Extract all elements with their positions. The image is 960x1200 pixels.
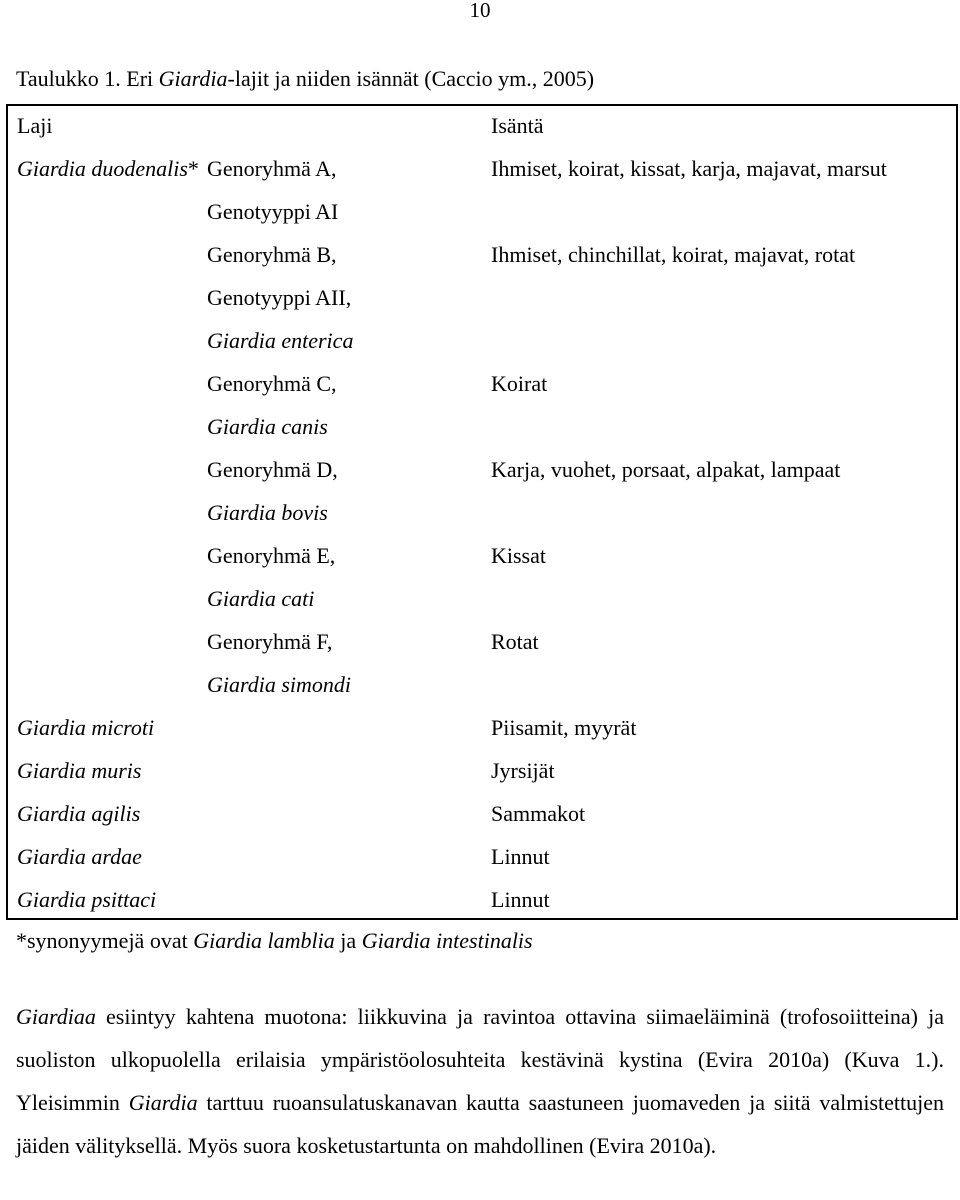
species-name — [17, 843, 142, 871]
caption-prefix: Taulukko 1. Eri — [16, 66, 159, 91]
assemblage-genotype: Genotyyppi AI — [207, 199, 339, 224]
header-host: Isäntä — [491, 113, 544, 138]
species-name — [17, 800, 140, 828]
duodenalis-star: * — [187, 156, 199, 181]
assemblage-species — [207, 413, 328, 441]
species-name — [17, 757, 141, 785]
assemblage-group: Genoryhmä C, — [207, 371, 337, 396]
table-footnote — [16, 928, 533, 954]
assemblage-species — [207, 327, 353, 355]
footnote-text: *synonyymejä ovat — [16, 928, 194, 953]
species-host: Linnut — [491, 844, 550, 869]
assemblage-group: Genoryhmä D, — [207, 457, 338, 482]
assemblage-host: Koirat — [491, 371, 548, 396]
assemblage-species-name: Giardia bovis — [207, 500, 328, 525]
footnote-text: ja — [334, 928, 362, 953]
species-italic: Giardia ardae — [17, 844, 142, 869]
species-italic: Giardia microti — [17, 715, 155, 740]
assemblage-host: Ihmiset, koirat, kissat, karja, majavat, marsut — [491, 156, 887, 181]
para-text: tarttuu ruoansulatuskanavan kautta saastuneen juomaveden ja siitä valmistettujen jäiden välityksellä. Myös suora kosketustartunta on mahdollinen (Evira 2010a). — [16, 1090, 944, 1158]
assemblage-species-name: Giardia canis — [207, 414, 328, 439]
assemblage-species — [207, 671, 351, 699]
caption-italic: Giardia — [158, 66, 228, 91]
footnote-italic: Giardia lamblia — [193, 928, 335, 953]
species-italic: Giardia psittaci — [17, 887, 157, 912]
assemblage-species-name: Giardia cati — [207, 586, 315, 611]
assemblage-species — [207, 499, 328, 527]
species-name — [17, 886, 156, 914]
assemblage-species — [207, 585, 314, 613]
caption-suffix: -lajit ja niiden isännät (Caccio ym., 2005) — [227, 66, 595, 91]
species-italic: Giardia muris — [17, 758, 142, 783]
species-italic: Giardia agilis — [17, 801, 141, 826]
species-name — [17, 714, 154, 742]
assemblage-group: Genoryhmä A, — [207, 156, 337, 181]
species-duodenalis — [17, 155, 199, 183]
species-host: Piisamit, myyrät — [491, 715, 637, 740]
assemblage-species-name: Giardia enterica — [207, 328, 354, 353]
para-text: esiintyy kahtena muotona: liikkuvina ja ravintoa ottavina siimaeläiminä (trofosoiitteina) ja suoliston ulkopuolella erilaisia ympäristöolosuhteita kestävinä kystina (Evira 2010a) (Kuva 1.). Yleisimmin — [16, 1004, 944, 1115]
para-italic: Giardiaa — [16, 1004, 96, 1029]
assemblage-host: Rotat — [491, 629, 539, 654]
assemblage-host: Ihmiset, chinchillat, koirat, majavat, rotat — [491, 242, 856, 267]
page-number: 10 — [469, 0, 491, 22]
footnote-italic: Giardia intestinalis — [361, 928, 533, 953]
assemblage-group: Genoryhmä B, — [207, 242, 337, 267]
species-host: Jyrsijät — [491, 758, 555, 783]
duodenalis-name: Giardia duodenalis — [17, 156, 188, 181]
species-host: Linnut — [491, 887, 550, 912]
assemblage-group: Genoryhmä E, — [207, 543, 336, 568]
assemblage-host: Kissat — [491, 543, 546, 568]
assemblage-species-name: Giardia simondi — [207, 672, 352, 697]
header-species: Laji — [17, 113, 53, 138]
para-italic: Giardia — [128, 1090, 198, 1115]
assemblage-host: Karja, vuohet, porsaat, alpakat, lampaat — [491, 457, 841, 482]
body-paragraph — [16, 995, 944, 1167]
table-caption — [16, 66, 594, 92]
assemblage-genotype: Genotyyppi AII, — [207, 285, 352, 310]
species-host: Sammakot — [491, 801, 586, 826]
assemblage-group: Genoryhmä F, — [207, 629, 333, 654]
host-table — [6, 104, 958, 920]
